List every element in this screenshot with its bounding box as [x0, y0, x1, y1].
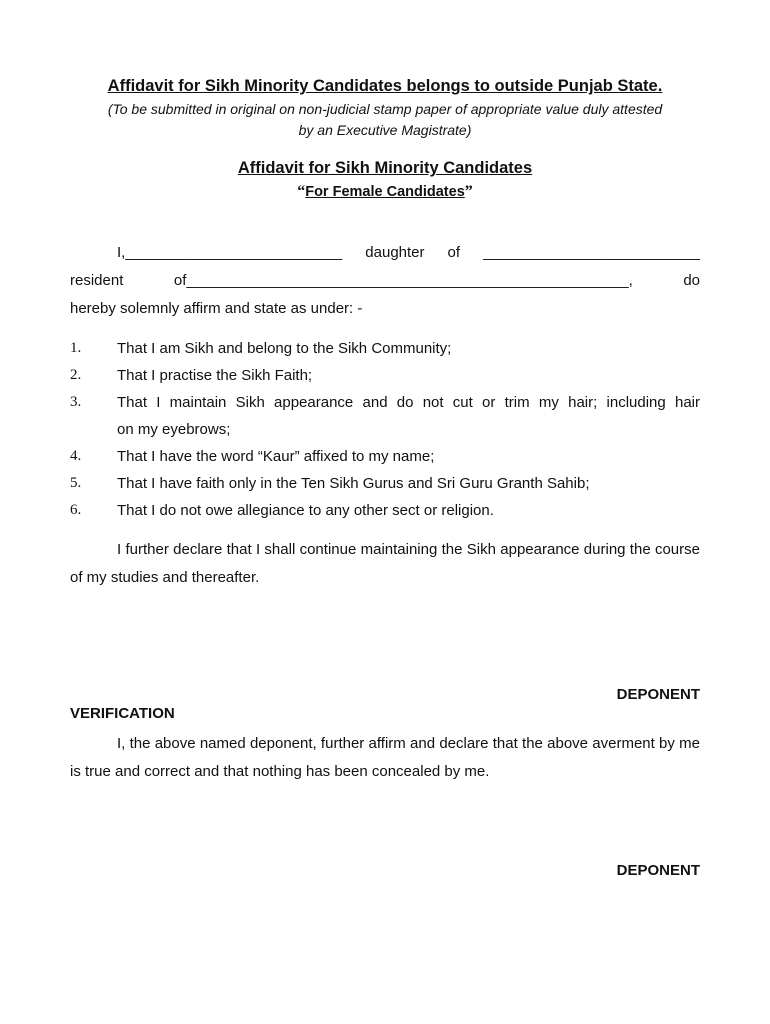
- list-item: That I do not owe allegiance to any other sect or religion.: [117, 502, 494, 519]
- father-name-blank: __________________________: [483, 244, 701, 261]
- item-number: 1.: [70, 340, 82, 356]
- item-number: 6.: [70, 502, 82, 518]
- resident-of-label: resident of: [70, 272, 187, 289]
- intro-i: I,: [117, 244, 126, 261]
- list-item: That I maintain Sikh appearance and do not cut or trim my hair; including hair: [117, 394, 700, 411]
- section-title: Affidavit for Sikh Minority Candidates: [237, 159, 533, 177]
- verification-paragraph: I, the above named deponent, further affirm and declare that the above averment by me is true and correct and that nothing has been concealed by me.: [70, 735, 700, 780]
- submission-note: [70, 99, 700, 141]
- deponent-label-1: DEPONENT: [616, 686, 700, 703]
- declaration-paragraph: I further declare that I shall continue maintaining the Sikh appearance during the course of my studies and thereafter.: [70, 541, 700, 586]
- affidavit-page: [70, 0, 700, 1024]
- deponent-label-2: DEPONENT: [616, 862, 700, 879]
- close-quote: ”: [464, 183, 473, 200]
- comma: ,: [628, 272, 633, 289]
- open-quote: “: [297, 183, 306, 200]
- intro-line-3: hereby solemnly affirm and state as under: -: [70, 300, 363, 317]
- list-item-continued: on my eyebrows;: [117, 421, 231, 438]
- submission-note-line-1: (To be submitted in original on non-judicial stamp paper of appropriate value duly attested: [107, 101, 663, 117]
- address-blank: _____________________________________________________: [186, 272, 629, 289]
- item-number: 2.: [70, 367, 82, 383]
- do-label: do: [683, 272, 701, 289]
- item-number: 3.: [70, 394, 82, 410]
- daughter-of-label: daughter of: [365, 244, 461, 261]
- list-item: That I have faith only in the Ten Sikh Gurus and Sri Guru Granth Sahib;: [117, 475, 590, 492]
- list-item: That I practise the Sikh Faith;: [117, 367, 313, 384]
- subtitle-text: For Female Candidates: [305, 184, 465, 200]
- name-blank: __________________________: [125, 244, 343, 261]
- intro-line-2: [70, 272, 700, 292]
- item-number: 5.: [70, 475, 82, 491]
- submission-note-line-2: by an Executive Magistrate): [298, 122, 472, 138]
- section-subtitle: [70, 183, 700, 201]
- list-item: That I am Sikh and belong to the Sikh Community;: [117, 340, 452, 357]
- item-number: 4.: [70, 448, 82, 464]
- verification-heading: VERIFICATION: [70, 705, 175, 722]
- intro-line-1: [70, 244, 700, 264]
- list-item: That I have the word “Kaur” affixed to my name;: [117, 448, 435, 465]
- document-title: Affidavit for Sikh Minority Candidates belongs to outside Punjab State.: [107, 77, 663, 95]
